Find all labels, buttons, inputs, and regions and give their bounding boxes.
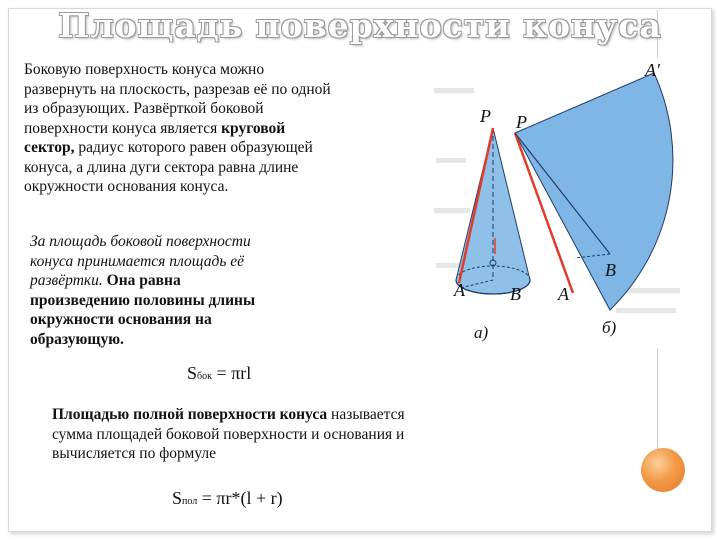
paragraph-total-area (52, 405, 572, 464)
slide-title: Площадь поверхности конуса (58, 6, 662, 45)
p3-plain1: называется (327, 406, 405, 423)
p2-bold4: произведению половины длины (30, 291, 256, 309)
p1-line2: развернуть на плоскость, разрезав её по одной (24, 80, 331, 98)
p1-term-circular: круговой (221, 119, 286, 137)
p1-line5: радиус которого равен образующей (74, 139, 313, 156)
formula1-rhs: = πrl (211, 363, 252, 383)
label-a-left: A (454, 280, 465, 300)
p2-italic2: конуса принимается площадь её (30, 252, 245, 270)
cone-diagram (430, 58, 690, 348)
p1-term-sector: сектор, (24, 139, 75, 156)
p2-italic1: За площадь боковой поверхности (30, 233, 251, 250)
paragraph-lateral-area (30, 232, 370, 349)
formula1-sub: бок (197, 371, 212, 382)
p1-line4: поверхности конуса является (24, 119, 222, 137)
label-b-left: B (510, 284, 521, 304)
formula1-s: S (187, 363, 198, 383)
p1-line6: конуса, а длина дуги сектора равна длине (24, 158, 299, 176)
p3-line3: вычисляется по формуле (52, 445, 217, 462)
caption-b: б) (602, 318, 617, 337)
orange-decoration-circle (641, 448, 685, 492)
p2-bold5: окружности основания на (30, 311, 212, 328)
label-b-right: B (605, 260, 616, 280)
paragraph-development (24, 60, 444, 197)
label-a-prime: A′ (645, 60, 660, 80)
cone-figure (430, 58, 690, 348)
p1-line3: из образующих. Развёрткой боковой (24, 100, 264, 117)
p3-bold1: Площадью полной поверхности конуса (52, 406, 328, 423)
formula2-s: S (172, 488, 183, 508)
p1-line7: окружности основания конуса. (24, 178, 229, 195)
formula-total-area (172, 488, 283, 509)
p2-bold3: Она равна (102, 272, 181, 289)
p3-line2: сумма площадей боковой поверхности и основания и (52, 425, 405, 443)
label-a-right: A (558, 284, 569, 304)
p2-bold6: образующую. (30, 330, 124, 348)
p2-italic3: развёртки. (30, 272, 103, 289)
formula2-sub: пол (182, 496, 198, 507)
formula-lateral-area (187, 363, 251, 384)
caption-a: а) (474, 323, 489, 342)
formula2-rhs: = πr*(l + r) (197, 488, 283, 508)
label-p-left: P (480, 106, 491, 126)
label-p-right: P (516, 112, 527, 132)
p1-line1: Боковую поверхность конуса можно (24, 61, 265, 78)
